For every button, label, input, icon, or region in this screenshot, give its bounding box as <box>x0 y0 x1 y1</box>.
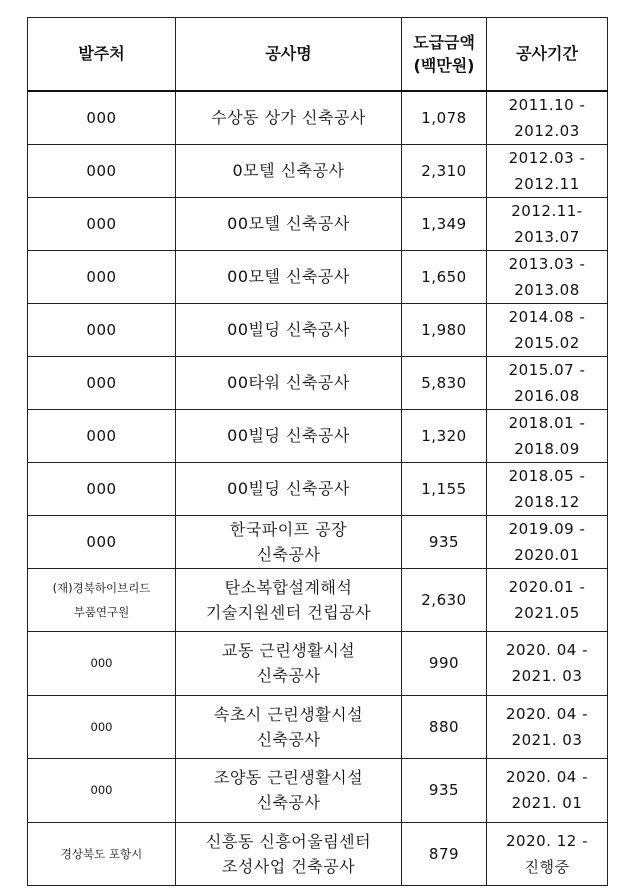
project-name-cell-line: 신축공사 <box>256 729 321 749</box>
period-cell-line: 2018.09 <box>514 439 580 458</box>
header-project: 공사명 <box>176 18 402 91</box>
contract-amount-cell: 990 <box>402 632 487 696</box>
project-name-cell-line: 신축공사 <box>256 544 321 564</box>
project-name-cell-line: 00타워 신축공사 <box>227 373 350 392</box>
table-row <box>28 695 608 759</box>
contract-amount-cell: 1,980 <box>402 303 487 356</box>
client-cell-line: 부품연구원 <box>73 604 130 619</box>
period-cell <box>487 568 608 632</box>
period-cell <box>487 515 608 568</box>
period-cell <box>487 409 608 462</box>
period-cell <box>487 91 608 145</box>
table-row <box>28 91 608 145</box>
project-name-cell-line: 한국파이프 공장 <box>229 519 348 539</box>
project-name-cell-line: 수상동 상가 신축공사 <box>211 108 366 127</box>
period-cell-line: 2011.10 - <box>508 95 586 114</box>
client-cell <box>28 197 176 250</box>
client-cell-line: 000 <box>90 783 113 798</box>
table-row <box>28 632 608 696</box>
project-name-cell-line: 00빌딩 신축공사 <box>227 320 350 339</box>
period-cell-line: 2021. 01 <box>511 794 583 813</box>
period-cell-line: 2019.09 - <box>508 519 586 538</box>
period-cell-line: 2020. 12 - <box>506 831 588 850</box>
period-cell-line: 2021.05 <box>514 603 580 622</box>
period-cell <box>487 695 608 759</box>
client-cell-line: 000 <box>90 656 113 671</box>
header-client: 발주처 <box>28 18 176 91</box>
period-cell-line: 2020. 04 - <box>506 768 588 787</box>
client-cell-line: 000 <box>86 426 117 445</box>
period-cell-line: 2014.08 - <box>508 307 586 326</box>
period-cell-line: 2018.05 - <box>508 466 586 485</box>
period-cell-line: 진행중 <box>524 857 570 876</box>
table-row <box>28 462 608 515</box>
contract-amount-cell: 2,630 <box>402 568 487 632</box>
contract-amount-cell: 1,650 <box>402 250 487 303</box>
contract-amount-cell: 1,320 <box>402 409 487 462</box>
period-cell-line: 2021. 03 <box>511 730 583 749</box>
client-cell-line: 000 <box>86 161 117 180</box>
client-cell-line: 000 <box>86 479 117 498</box>
client-cell-line: 000 <box>86 108 117 127</box>
period-cell <box>487 632 608 696</box>
table-row <box>28 759 608 823</box>
period-cell <box>487 303 608 356</box>
client-cell <box>28 515 176 568</box>
period-cell-line: 2018.12 <box>514 492 580 511</box>
client-cell <box>28 144 176 197</box>
project-name-cell-line: 00빌딩 신축공사 <box>227 426 350 445</box>
client-cell <box>28 822 176 886</box>
client-cell-line: (재)경북하이브리드 <box>52 580 151 595</box>
project-name-cell <box>176 197 402 250</box>
period-cell <box>487 822 608 886</box>
period-cell-line: 2020.01 - <box>508 577 586 596</box>
table-row <box>28 250 608 303</box>
period-cell-line: 2013.07 <box>514 227 580 246</box>
client-cell-line: 경상북도 포항시 <box>60 846 143 861</box>
period-cell-line: 2016.08 <box>514 386 580 405</box>
contract-history-table <box>27 17 608 886</box>
header-amount-unit: (백만원) <box>413 55 475 75</box>
period-cell <box>487 462 608 515</box>
contract-amount-cell: 1,349 <box>402 197 487 250</box>
project-name-cell-line: 속초시 근린생활시설 <box>213 704 364 724</box>
period-cell-line: 2013.08 <box>514 280 580 299</box>
client-cell <box>28 303 176 356</box>
period-cell <box>487 356 608 409</box>
project-name-cell-line: 00빌딩 신축공사 <box>227 479 350 498</box>
header-period: 공사기간 <box>487 18 608 91</box>
header-amount-label: 도급금액 <box>413 32 475 52</box>
period-cell-line: 2012.03 - <box>508 148 586 167</box>
project-name-cell <box>176 695 402 759</box>
client-cell-line: 000 <box>90 719 113 734</box>
client-cell-line: 000 <box>86 267 117 286</box>
header-amount <box>402 18 487 91</box>
period-cell <box>487 250 608 303</box>
project-name-cell-line: 00모텔 신축공사 <box>227 267 350 286</box>
period-cell-line: 2012.11- <box>511 201 583 220</box>
project-name-cell-line: 신축공사 <box>256 666 321 686</box>
project-name-cell-line: 교동 근린생활시설 <box>221 641 356 661</box>
client-cell-line: 000 <box>86 320 117 339</box>
contract-amount-cell: 935 <box>402 759 487 823</box>
client-cell <box>28 91 176 145</box>
period-cell-line: 2012.03 <box>514 121 580 140</box>
project-name-cell <box>176 303 402 356</box>
contract-amount-cell: 1,078 <box>402 91 487 145</box>
table-row <box>28 409 608 462</box>
client-cell <box>28 695 176 759</box>
table-row <box>28 303 608 356</box>
project-name-cell-line: 기술지원센터 건립공사 <box>205 602 372 622</box>
client-cell <box>28 409 176 462</box>
contract-amount-cell: 880 <box>402 695 487 759</box>
project-name-cell <box>176 409 402 462</box>
project-name-cell-line: 0모텔 신축공사 <box>232 161 345 180</box>
contract-amount-cell: 2,310 <box>402 144 487 197</box>
project-name-cell-line: 조성사업 건축공사 <box>221 856 356 876</box>
period-cell-line: 2020.01 <box>514 545 580 564</box>
period-cell-line: 2012.11 <box>514 174 580 193</box>
period-cell <box>487 759 608 823</box>
project-name-cell <box>176 822 402 886</box>
client-cell <box>28 250 176 303</box>
table-row <box>28 197 608 250</box>
contract-amount-cell: 5,830 <box>402 356 487 409</box>
period-cell-line: 2015.02 <box>514 333 580 352</box>
client-cell <box>28 759 176 823</box>
table-row <box>28 515 608 568</box>
contract-amount-cell: 1,155 <box>402 462 487 515</box>
table-row <box>28 356 608 409</box>
table-row <box>28 144 608 197</box>
client-cell-line: 000 <box>86 214 117 233</box>
table-body <box>28 91 608 886</box>
project-name-cell <box>176 462 402 515</box>
project-name-cell <box>176 515 402 568</box>
table-row <box>28 568 608 632</box>
project-name-cell <box>176 568 402 632</box>
period-cell-line: 2018.01 - <box>508 413 586 432</box>
client-cell <box>28 568 176 632</box>
project-name-cell <box>176 759 402 823</box>
project-name-cell <box>176 91 402 145</box>
client-cell-line: 000 <box>86 373 117 392</box>
period-cell-line: 2020. 04 - <box>506 641 588 660</box>
project-name-cell-line: 조양동 근린생활시설 <box>213 768 364 788</box>
project-name-cell-line: 신흥동 신흥어울림센터 <box>205 831 372 851</box>
project-name-cell-line: 00모텔 신축공사 <box>227 214 350 233</box>
period-cell-line: 2020. 04 - <box>506 704 588 723</box>
client-cell <box>28 356 176 409</box>
period-cell-line: 2013.03 - <box>508 254 586 273</box>
contract-amount-cell: 935 <box>402 515 487 568</box>
table-row <box>28 822 608 886</box>
client-cell <box>28 632 176 696</box>
contract-amount-cell: 879 <box>402 822 487 886</box>
header-row <box>28 18 608 91</box>
client-cell-line: 000 <box>86 532 117 551</box>
project-name-cell <box>176 356 402 409</box>
period-cell <box>487 197 608 250</box>
project-name-cell <box>176 144 402 197</box>
client-cell <box>28 462 176 515</box>
project-name-cell <box>176 250 402 303</box>
period-cell-line: 2015.07 - <box>508 360 586 379</box>
project-name-cell <box>176 632 402 696</box>
period-cell <box>487 144 608 197</box>
period-cell-line: 2021. 03 <box>511 667 583 686</box>
project-name-cell-line: 신축공사 <box>256 793 321 813</box>
project-name-cell-line: 탄소복합설계해석 <box>224 577 353 597</box>
